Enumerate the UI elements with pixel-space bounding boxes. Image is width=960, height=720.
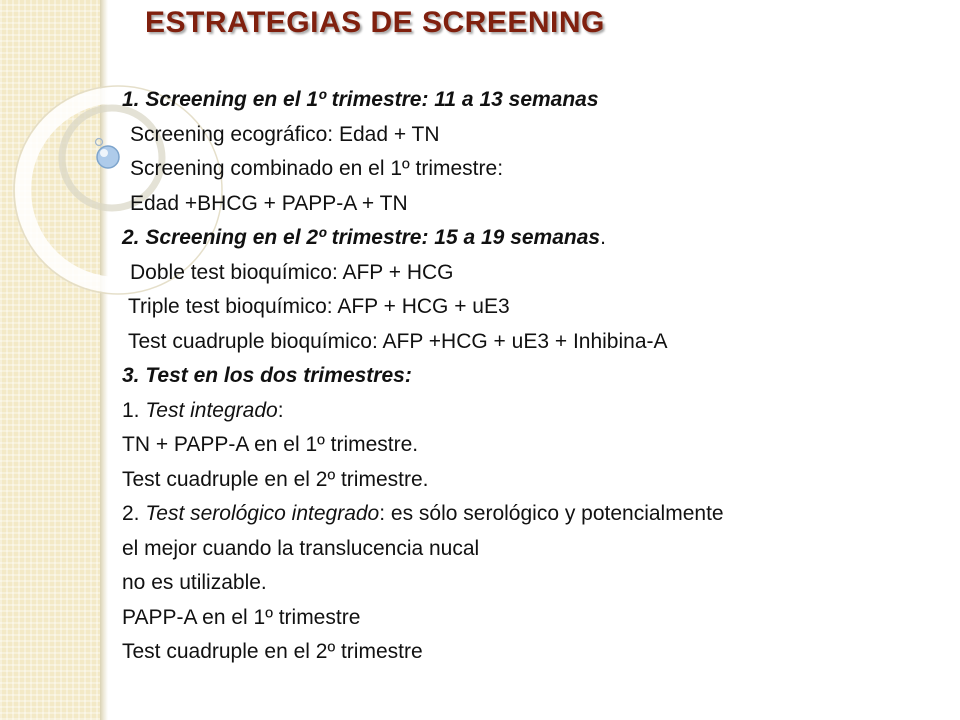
section-1-item-3: Edad +BHCG + PAPP-A + TN (130, 191, 408, 215)
sub-1-name: Test integrado (145, 398, 278, 422)
section-1-item-2: Screening combinado en el 1º trimestre: (130, 157, 504, 180)
sub-2-heading (122, 497, 942, 532)
sub-1-line-2: Test cuadruple en el 2º trimestre. (122, 467, 429, 491)
sub-1-heading (122, 394, 942, 429)
sub-1-suffix: : (277, 398, 284, 422)
slide-body (122, 83, 942, 670)
slide-title: ESTRATEGIAS DE SCREENING (145, 6, 605, 39)
section-2-heading-suffix: . (600, 226, 606, 249)
small-dot (96, 139, 103, 146)
section-2-item-3: Test cuadruple bioquímico: AFP +HCG + uE3 + Inhibina-A (128, 329, 668, 353)
sub-1-line-1: TN + PAPP-A en el 1º trimestre. (122, 433, 419, 456)
section-1-item-1: Screening ecográfico: Edad + TN (130, 122, 440, 146)
section-2-item-2: Triple test bioquímico: AFP + HCG + uE3 (128, 295, 510, 318)
bubble-highlight (100, 149, 108, 157)
sub-2-line-4: Test cuadruple en el 2º trimestre (122, 640, 423, 663)
sub-2-line-2: no es utilizable. (122, 571, 267, 594)
sub-2-name: Test serológico integrado (145, 502, 380, 525)
section-2-heading: 2. Screening en el 2º trimestre: 15 a 19 semanas (122, 226, 601, 249)
sub-1-number: 1. (122, 398, 146, 422)
sub-2-line-3: PAPP-A en el 1º trimestre (122, 605, 361, 629)
sub-2-suffix: : es sólo serológico y potencialmente (379, 502, 724, 525)
sub-2-line-1: el mejor cuando la translucencia nucal (122, 536, 480, 560)
sub-2-number: 2. (122, 502, 146, 525)
section-2-heading-line (122, 221, 942, 256)
blue-bubble (97, 146, 119, 168)
section-1-heading: 1. Screening en el 1º trimestre: 11 a 13 semanas (122, 88, 599, 111)
section-2-item-1: Doble test bioquímico: AFP + HCG (130, 260, 454, 284)
section-3-heading: 3. Test en los dos trimestres: (122, 364, 412, 387)
